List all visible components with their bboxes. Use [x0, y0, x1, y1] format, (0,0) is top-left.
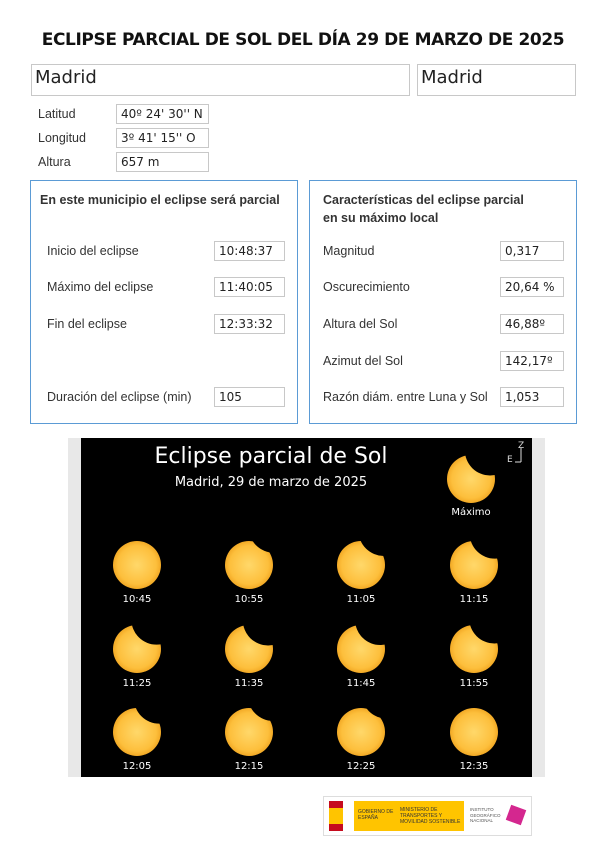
sun-altitude-label: Altura del Sol — [323, 317, 398, 331]
obscuration-field: 20,64 % — [500, 277, 564, 297]
eclipse-figure — [68, 438, 545, 777]
municipality-select[interactable]: Madrid — [417, 64, 576, 96]
sun-disc-1055 — [225, 502, 299, 589]
max-sun-label: Máximo — [451, 507, 491, 518]
longitude-field: 3º 41' 15'' O — [116, 128, 209, 148]
eclipse-figure-canvas — [81, 438, 532, 777]
sun-disc-1135 — [225, 595, 293, 673]
sun-time-label: 12:25 — [346, 761, 376, 772]
instituto-text: INSTITUTO GEOGRÁFICO NACIONAL — [470, 807, 501, 823]
sun-azimuth-label: Azimut del Sol — [323, 354, 403, 368]
latitude-field: 40º 24' 30'' N — [116, 104, 209, 124]
eclipse-characteristics-panel — [309, 180, 577, 424]
sun-time-label: 12:15 — [234, 761, 264, 772]
ratio-label: Razón diám. entre Luna y Sol — [323, 390, 488, 404]
sun-disc-1145 — [337, 595, 406, 673]
altitude-field: 657 m — [116, 152, 209, 172]
gobierno-text: GOBIERNO DE ESPAÑA — [358, 809, 394, 821]
ministerio-text: MINISTERIO DE TRANSPORTES Y MOVILIDAD SOSTENIBLE — [400, 807, 461, 825]
sun-disc-1045 — [113, 541, 161, 589]
municipality-search-input[interactable]: Madrid — [31, 64, 410, 96]
end-label: Fin del eclipse — [47, 317, 127, 331]
duration-label: Duración del eclipse (min) — [47, 390, 192, 404]
magnitude-label: Magnitud — [323, 244, 375, 258]
sun-disc-1125 — [113, 594, 182, 673]
start-field: 10:48:37 — [214, 241, 285, 261]
sun-time-label: 11:35 — [234, 678, 264, 689]
duration-field: 105 — [214, 387, 285, 407]
altitude-label: Altura — [38, 155, 71, 169]
compass-z-label: Z — [518, 441, 525, 451]
eclipse-times-panel — [30, 180, 298, 424]
sun-time-label: 11:45 — [346, 678, 376, 689]
compass-e-label: E — [507, 455, 513, 465]
sun-time-label: 11:05 — [346, 594, 376, 605]
max-field: 11:40:05 — [214, 277, 285, 297]
sun-time-label: 10:45 — [122, 594, 152, 605]
sun-time-label: 11:55 — [459, 678, 489, 689]
end-field: 12:33:32 — [214, 314, 285, 334]
times-panel-title: En este municipio el eclipse será parcial — [40, 193, 280, 207]
figure-title: Eclipse parcial de Sol — [154, 444, 388, 469]
obscuration-label: Oscurecimiento — [323, 280, 410, 294]
max-label: Máximo del eclipse — [47, 280, 154, 294]
page-title: ECLIPSE PARCIAL DE SOL DEL DÍA 29 DE MARZO DE 2025 — [41, 30, 565, 50]
sun-disc-1235 — [450, 708, 498, 756]
characteristics-title-line2: en su máximo local — [323, 211, 439, 225]
start-label: Inicio del eclipse — [47, 244, 139, 258]
sun-disc-1155 — [450, 593, 520, 673]
ratio-field: 1,053 — [500, 387, 564, 407]
figure-subtitle: Madrid, 29 de marzo de 2025 — [174, 475, 368, 490]
sun-time-label: 12:05 — [122, 761, 152, 772]
sun-altitude-field: 46,88º — [500, 314, 564, 334]
characteristics-title-line1: Características del eclipse parcial — [323, 193, 524, 207]
latitude-label: Latitud — [38, 107, 76, 121]
sun-time-label: 12:35 — [459, 761, 489, 772]
eclipse-suns-svg — [81, 438, 532, 777]
sun-time-label: 11:15 — [459, 594, 489, 605]
sun-time-label: 11:25 — [122, 678, 152, 689]
sun-azimuth-field: 142,17º — [500, 351, 564, 371]
magnitude-field: 0,317 — [500, 241, 564, 261]
sun-disc-1105 — [337, 505, 409, 589]
longitude-label: Longitud — [38, 131, 86, 145]
sun-disc-maximo — [447, 438, 515, 503]
sun-disc-1115 — [450, 508, 520, 589]
sun-time-label: 10:55 — [234, 594, 264, 605]
logos-strip — [323, 796, 532, 836]
